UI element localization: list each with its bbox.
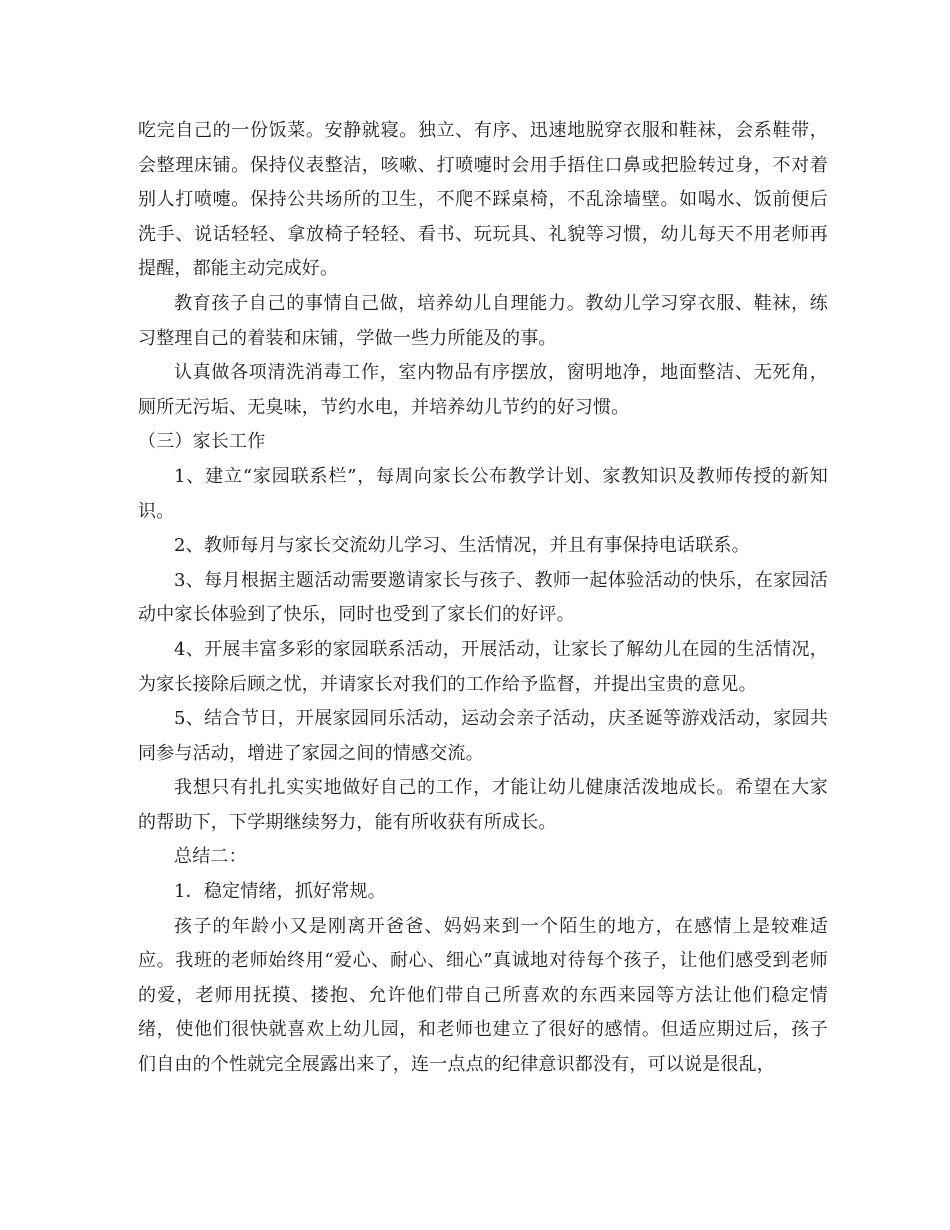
list-item-1: 1、建立“家园联系栏”，每周向家长公布教学计划、家教知识及教师传授的新知识。 [138, 465, 828, 522]
paragraph-conclusion: 我想只有扎扎实实地做好自己的工作，才能让幼儿健康活泼地成长。希望在大家的帮助下，下学期继续努力，能有所收获有所成长。 [138, 777, 828, 833]
paragraph-self-care-habits: 吃完自己的一份饭菜。安静就寝。独立、有序、迅速地脱穿衣服和鞋袜，会系鞋带，会整理床铺。保持仪表整洁，咳嗽、打喷嚏时会用手捂住口鼻或把脸转过身，不对着别人打喷嚏。保持公共场所的卫生，不爬不踩桌椅，不乱涂墙壁。如喝水、饭前便后洗手、说话轻轻、拿放椅子轻轻、看书、玩玩具、礼貌等习惯，幼儿每天不用老师再提醒，都能主动完成好。 [138, 120, 828, 280]
document-body [138, 114, 828, 1083]
list-item-4: 4、开展丰富多彩的家园联系活动，开展活动，让家长了解幼儿在园的生活情况，为家长接除后顾之忧，并请家长对我们的工作给予监督，并提出宝贵的意见。 [138, 638, 828, 695]
section-heading-parent-work: （三）家长工作 [138, 431, 266, 453]
paragraph-cleaning-disinfection: 认真做各项清洗消毒工作，室内物品有序摆放，窗明地净，地面整洁、无死角，厕所无污垢、无臭味，节约水电，并培养幼儿节约的好习惯。 [138, 362, 828, 418]
subheading-stabilize-emotions: 1．稳定情绪，抓好常规。 [174, 881, 386, 903]
list-item-5: 5、结合节日，开展家园同乐活动，运动会亲子活动，庆圣诞等游戏活动，家园共同参与活动，增进了家园之间的情感交流。 [138, 708, 828, 764]
paragraph-adaptation: 孩子的年龄小又是刚离开爸爸、妈妈来到一个陌生的地方，在感情上是较难适应。我班的老师始终用“爱心、耐心、细心”真诚地对待每个孩子，让他们感受到老师的爱，老师用抚摸、搂抱、允许他们带自己所喜欢的东西来园等方法让他们稳定情绪，使他们很快就喜欢上幼儿园，和老师也建立了很好的感情。但适应期过后，孩子们自由的个性就完全展露出来了，连一点点的纪律意识都没有，可以说是很乱， [138, 915, 828, 1076]
list-item-3: 3、每月根据主题活动需要邀请家长与孩子、教师一起体验活动的快乐，在家园活动中家长体验到了快乐，同时也受到了家长们的好评。 [138, 569, 828, 626]
paragraph-self-care-ability: 教育孩子自己的事情自己做，培养幼儿自理能力。教幼儿学习穿衣服、鞋袜，练习整理自己的着装和床铺，学做一些力所能及的事。 [138, 292, 828, 349]
section-heading-summary-two: 总结二： [174, 846, 247, 868]
list-item-2: 2、教师每月与家长交流幼儿学习、生活情况，并且有事保持电话联系。 [174, 535, 750, 557]
